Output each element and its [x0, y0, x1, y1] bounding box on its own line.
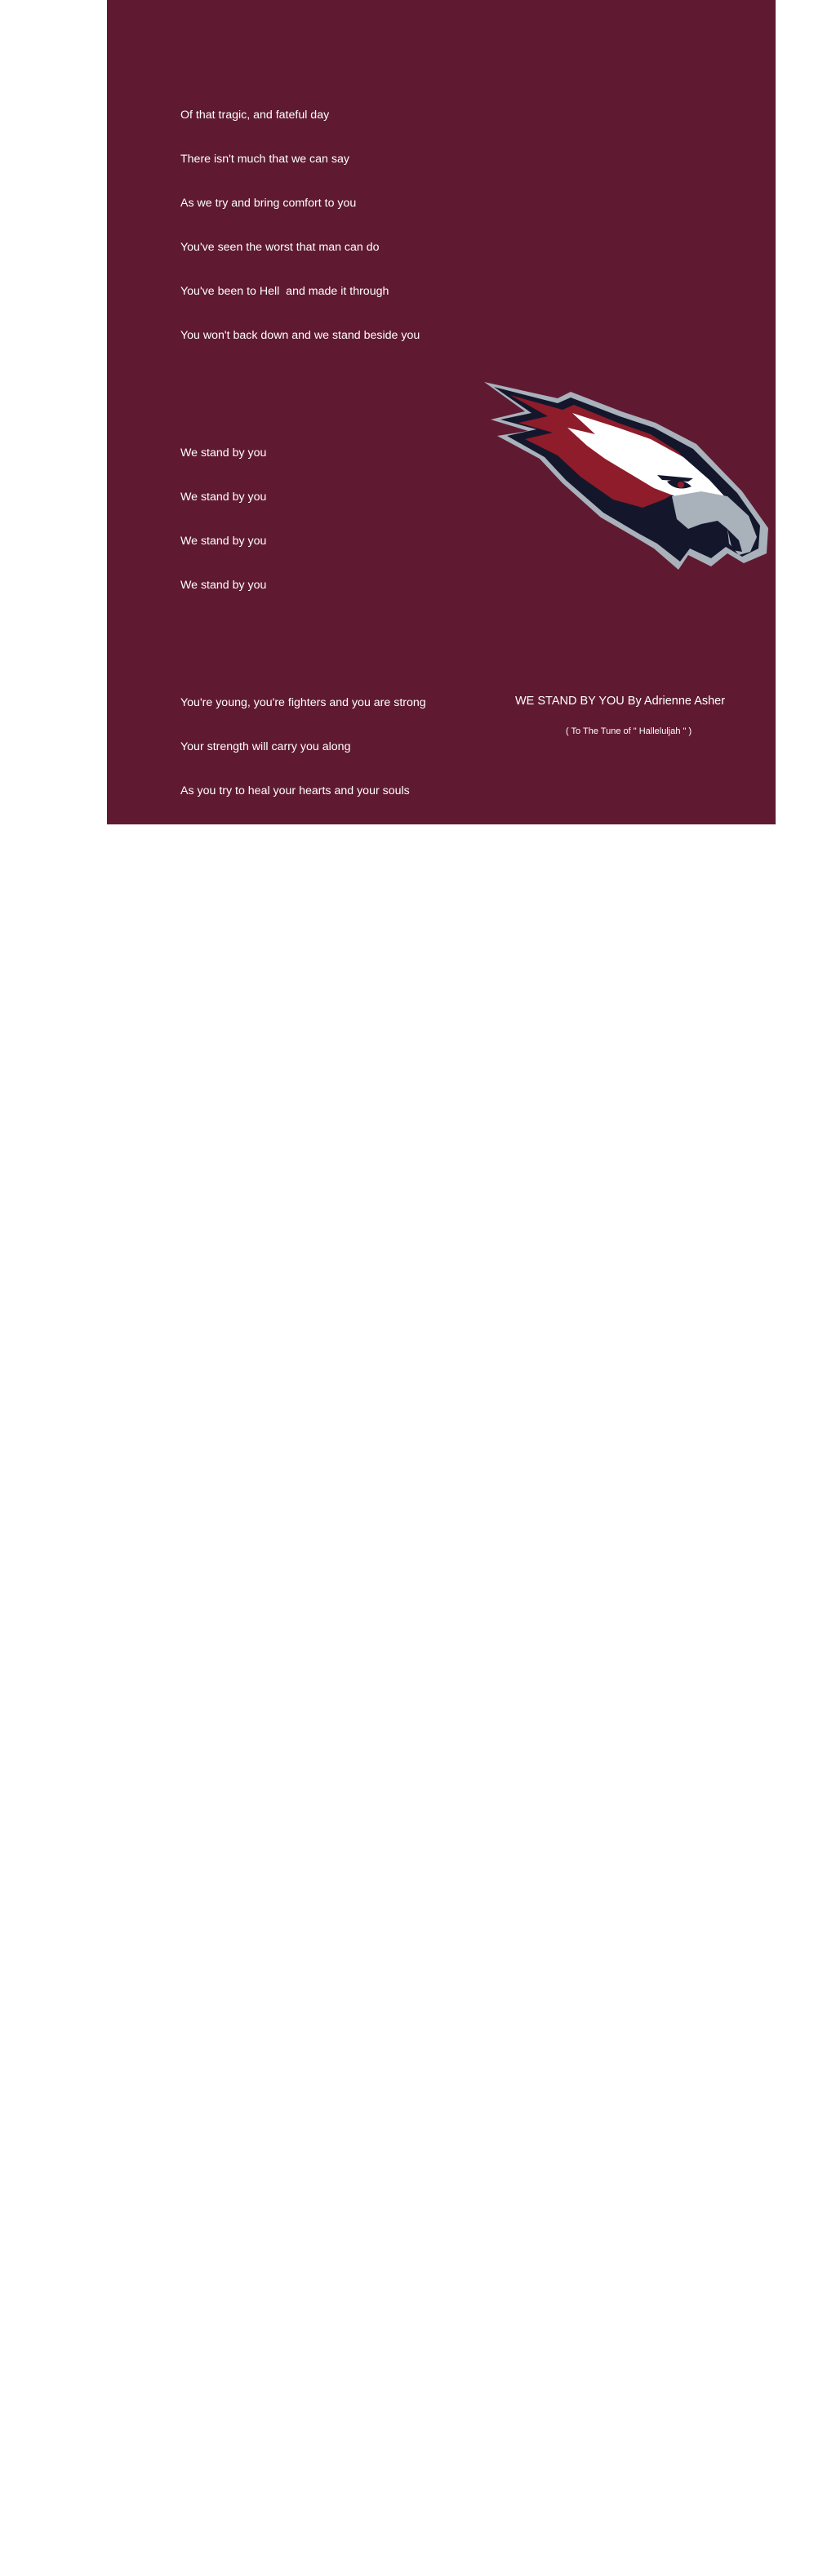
lyric-line: You've been to Hell and made it through: [180, 285, 389, 298]
stanza: [180, 1254, 426, 1548]
lyric-line: You are the ones who shall lead: [180, 2004, 345, 2017]
lyric-line: We stand by you: [180, 1166, 267, 1179]
lyric-line: We stand by you: [180, 491, 267, 504]
lyric-line: All your suffering and all your pain: [180, 828, 355, 842]
lyric-line: We stand by you, We stand by you: [180, 2210, 359, 2223]
chorus: [180, 1592, 426, 1797]
lyric-line: As you move with courage and with faith: [180, 1372, 388, 1385]
stanza: [180, 666, 426, 960]
lyrics: [180, 49, 426, 2576]
poem-subtitle: ( To The Tune of " Halleluljah " ): [566, 726, 692, 736]
lyric-line: Of that tragic, and fateful day: [180, 109, 330, 122]
lyric-line: A beacon of hope burning bright: [180, 1916, 345, 1929]
lyric-line: We stand by you: [180, 1078, 267, 1091]
lyric-line: No matter how much you have lost: [180, 1416, 359, 1429]
lyric-line: We stand by you: [180, 1710, 267, 1723]
lyric-line: As we follow , our hearts freed: [180, 2048, 336, 2061]
lyric-line: We stand by you: [180, 1122, 267, 1135]
lyric-line: You've made your voices loud and clear: [180, 1284, 385, 1297]
lyric-line: We stand by you: [180, 1622, 267, 1635]
poem-title: WE STAND BY YOU By Adrienne Asher: [515, 695, 726, 708]
lyric-line: And we will always stand beside you: [180, 2092, 368, 2105]
lyric-line: No matter how high the terrible cost: [180, 1460, 363, 1473]
lyric-line: You're young, you're fighters and you are strong: [180, 696, 426, 709]
lyric-line: We stand by you, We stand by you: [180, 2459, 362, 2472]
lyric-line: We stand by you: [180, 579, 267, 592]
lyric-line: As we try and bring comfort to you: [180, 197, 357, 210]
lyric-line: As you try to heal your hearts and your souls: [180, 784, 410, 797]
lyric-line: We stand by you, We stand by you,: [180, 2254, 362, 2267]
chorus: [180, 416, 426, 622]
lyric-line: With the promise of better days: [180, 1960, 341, 1973]
lyric-line: Will not be forgotten nor have been in vain: [180, 873, 398, 886]
lyric-line: You are the future , you are the light: [180, 1872, 365, 1885]
lyric-line: Heard around the world both far and near: [180, 1328, 394, 1341]
lyric-line: We stand by you: [180, 535, 267, 548]
lyric-line: We stand by you: [180, 446, 267, 460]
lyric-line: We stand by you, We stand by you: [180, 2298, 359, 2311]
lyric-line: We stand by you: [180, 1034, 267, 1047]
chorus: [180, 1004, 426, 1210]
lyric-line: You won't back down and we stand beside you: [180, 329, 420, 342]
lyric-line: We stand by you, We stand by you: [180, 2503, 362, 2516]
poem-page: [107, 0, 776, 2516]
lyric-line: For we are here and we stand beside you: [180, 917, 394, 930]
chorus: [180, 2179, 426, 2341]
lyric-line: There isn't much that we can say: [180, 153, 349, 166]
stanza: [180, 78, 426, 372]
lyric-line: Know that we will always stand beside you: [180, 1504, 399, 1517]
lyric-line: We stand by you: [180, 1666, 267, 1679]
lyric-line: You've seen the worst that man can do: [180, 241, 380, 254]
stanza: [180, 1841, 426, 2135]
lyric-line: Your strength will carry you along: [180, 740, 351, 753]
chorus: [180, 2385, 426, 2547]
eagle-head-icon: [482, 377, 776, 581]
lyric-line: We stand by you: [180, 1754, 267, 1767]
lyric-line: We stand by you, We stand by you,: [180, 2415, 366, 2428]
